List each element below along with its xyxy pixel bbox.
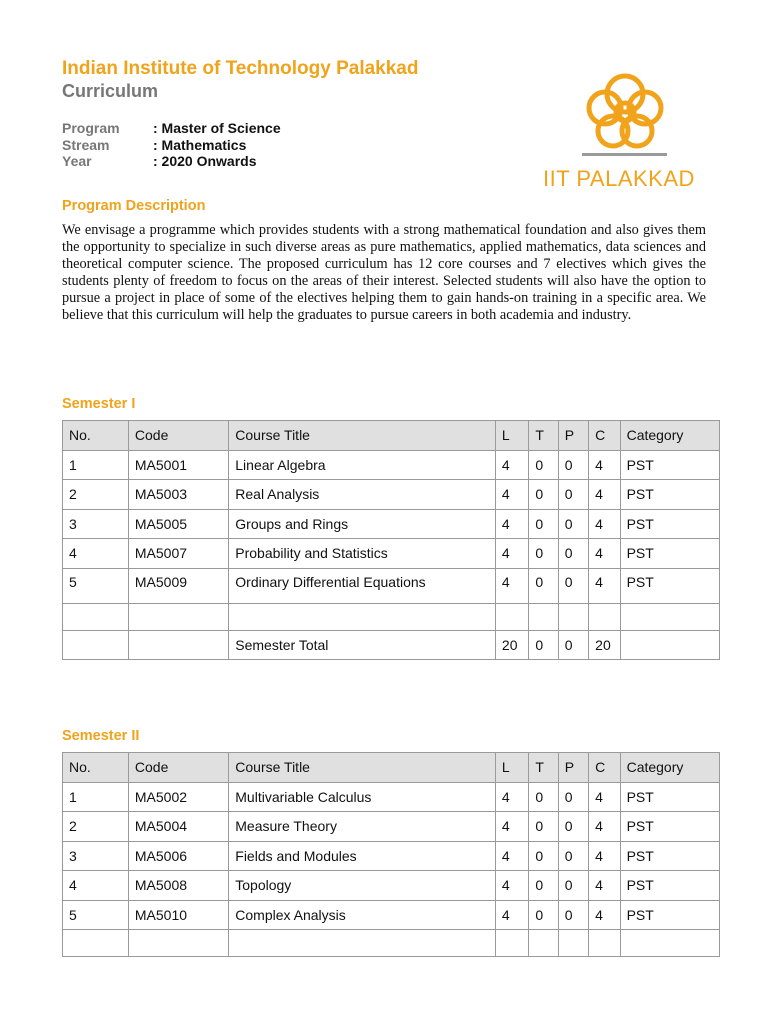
table-cell: Code [128,421,228,451]
table-row-empty [63,930,720,957]
table-cell: L [495,753,528,783]
table-cell: Probability and Statistics [229,539,496,569]
table-cell: Measure Theory [229,812,496,842]
table-cell [558,603,588,630]
table-cell: MA5003 [128,480,228,510]
table-cell: 0 [529,812,558,842]
table-cell: 0 [558,509,588,539]
table-cell: 4 [589,871,620,901]
table-cell: 4 [589,900,620,930]
logo-wordmark: IIT PALAKKAD [543,166,695,191]
table-cell: No. [63,421,129,451]
table-cell: 4 [495,450,528,480]
table-row [63,539,720,569]
table-row [63,812,720,842]
table-cell: 0 [529,841,558,871]
table-cell [558,930,588,957]
table-cell: 20 [495,630,528,660]
table-cell: 1 [63,450,129,480]
table-cell: PST [620,900,719,930]
table-cell: 3 [63,841,129,871]
table-cell [63,930,129,957]
meta-value: : 2020 Onwards [153,153,257,169]
table-cell: Category [620,753,719,783]
table-cell [589,603,620,630]
table-cell: Code [128,753,228,783]
table-cell: MA5006 [128,841,228,871]
table-cell: 4 [495,480,528,510]
table-cell [229,603,496,630]
table-cell: 4 [495,841,528,871]
semester-1-heading: Semester I [62,396,136,412]
meta-key: Year [62,153,92,169]
table-cell: Real Analysis [229,480,496,510]
table-header-row [63,421,720,451]
table-row [63,450,720,480]
table-row [63,900,720,930]
table-cell: 0 [558,480,588,510]
table-cell [620,603,719,630]
table-cell: T [529,421,558,451]
table-cell: MA5002 [128,782,228,812]
table-cell: Semester Total [229,630,496,660]
table-cell: 4 [63,871,129,901]
table-cell [128,930,228,957]
table-cell: 0 [558,539,588,569]
table-cell [229,930,496,957]
program-meta [62,120,281,170]
table-cell [128,603,228,630]
table-cell: Linear Algebra [229,450,496,480]
table-cell: No. [63,753,129,783]
table-cell: 1 [63,782,129,812]
table-cell: 0 [529,871,558,901]
table-total-row [63,630,720,660]
table-cell: PST [620,782,719,812]
table-cell: 2 [63,812,129,842]
table-row [63,509,720,539]
table-cell: MA5010 [128,900,228,930]
meta-row-year [62,153,281,170]
table-cell: 4 [495,782,528,812]
table-cell: 4 [495,568,528,603]
table-cell: Course Title [229,421,496,451]
table-cell: Course Title [229,753,496,783]
table-row-empty [63,603,720,630]
table-cell: 0 [558,900,588,930]
table-cell: 0 [529,782,558,812]
table-cell: 0 [529,568,558,603]
meta-key: Program [62,120,120,136]
table-cell: 0 [529,480,558,510]
table-cell [620,930,719,957]
table-header-row [63,753,720,783]
table-cell: P [558,421,588,451]
table-cell [495,603,528,630]
table-cell: 0 [558,871,588,901]
table-cell: PST [620,450,719,480]
institute-title: Indian Institute of Technology Palakkad [62,58,419,79]
table-cell: MA5008 [128,871,228,901]
table-cell: 4 [495,812,528,842]
table-cell: 4 [589,539,620,569]
table-cell: 4 [589,812,620,842]
table-cell: T [529,753,558,783]
page-subtitle: Curriculum [62,81,159,101]
table-row [63,568,720,603]
table-cell: Multivariable Calculus [229,782,496,812]
table-cell: MA5004 [128,812,228,842]
table-cell [63,630,129,660]
table-cell: Topology [229,871,496,901]
table-cell: 20 [589,630,620,660]
table-cell [529,930,558,957]
meta-value: : Mathematics [153,136,247,153]
semester-2-table [62,752,720,957]
table-row [63,782,720,812]
table-cell: Complex Analysis [229,900,496,930]
table-cell: 0 [558,812,588,842]
table-row [63,841,720,871]
table-cell [63,603,129,630]
table-row [63,480,720,510]
meta-value: : Master of Science [153,120,281,136]
table-cell: C [589,421,620,451]
table-cell: PST [620,812,719,842]
meta-row-program [62,120,281,137]
table-cell: 4 [589,450,620,480]
table-cell: 5 [63,900,129,930]
meta-key: Stream [62,136,110,153]
table-cell [620,630,719,660]
table-cell: MA5007 [128,539,228,569]
table-cell: MA5009 [128,568,228,603]
semester-1-table [62,420,720,660]
table-cell: MA5005 [128,509,228,539]
table-cell: 0 [558,450,588,480]
program-description-heading: Program Description [62,198,206,214]
table-cell: Fields and Modules [229,841,496,871]
table-cell: 0 [558,782,588,812]
table-cell: PST [620,568,719,603]
table-cell: 3 [63,509,129,539]
table-cell: Ordinary Differential Equations [229,568,496,603]
table-cell [128,630,228,660]
table-cell: 4 [589,782,620,812]
table-cell: 0 [529,900,558,930]
table-cell: 0 [529,630,558,660]
table-cell: C [589,753,620,783]
table-cell: 4 [63,539,129,569]
table-cell: 4 [589,841,620,871]
table-cell: 0 [529,539,558,569]
table-cell: 4 [589,509,620,539]
table-cell: PST [620,539,719,569]
table-cell [495,930,528,957]
semester-2-heading: Semester II [62,728,140,744]
meta-row-stream [62,137,281,154]
program-description-text: We envisage a programme which provides students with a strong mathematical foundation and also gives them the opportunity to specialize in such diverse areas as pure mathematics, applied mathematics, data sciences and theoretical computer science. The proposed curriculum has 12 core courses and 7 electives which gives the students plenty of freedom to focus on the areas of their interest. Selected students will also have the option to pursue a project in place of some of the electives helping them to gain hands-on training in a specific area. We believe that this curriculum will help the graduates to pursue careers in both academia and industry. [62,222,706,323]
table-cell: PST [620,509,719,539]
table-cell: 0 [529,450,558,480]
logo-divider [582,153,667,156]
table-cell: P [558,753,588,783]
table-cell: MA5001 [128,450,228,480]
table-cell: PST [620,871,719,901]
table-cell [529,603,558,630]
table-cell: 5 [63,568,129,603]
table-cell: PST [620,841,719,871]
table-cell: 2 [63,480,129,510]
table-cell: 4 [495,539,528,569]
table-cell: L [495,421,528,451]
table-cell: PST [620,480,719,510]
table-cell: Groups and Rings [229,509,496,539]
table-cell: 0 [558,568,588,603]
table-cell: 0 [529,509,558,539]
table-cell: 4 [495,871,528,901]
table-cell: 4 [495,900,528,930]
table-cell: 4 [589,568,620,603]
table-cell: 4 [495,509,528,539]
table-row [63,871,720,901]
table-cell [589,930,620,957]
table-cell: 4 [589,480,620,510]
table-cell: Category [620,421,719,451]
table-cell: 0 [558,630,588,660]
table-cell: 0 [558,841,588,871]
